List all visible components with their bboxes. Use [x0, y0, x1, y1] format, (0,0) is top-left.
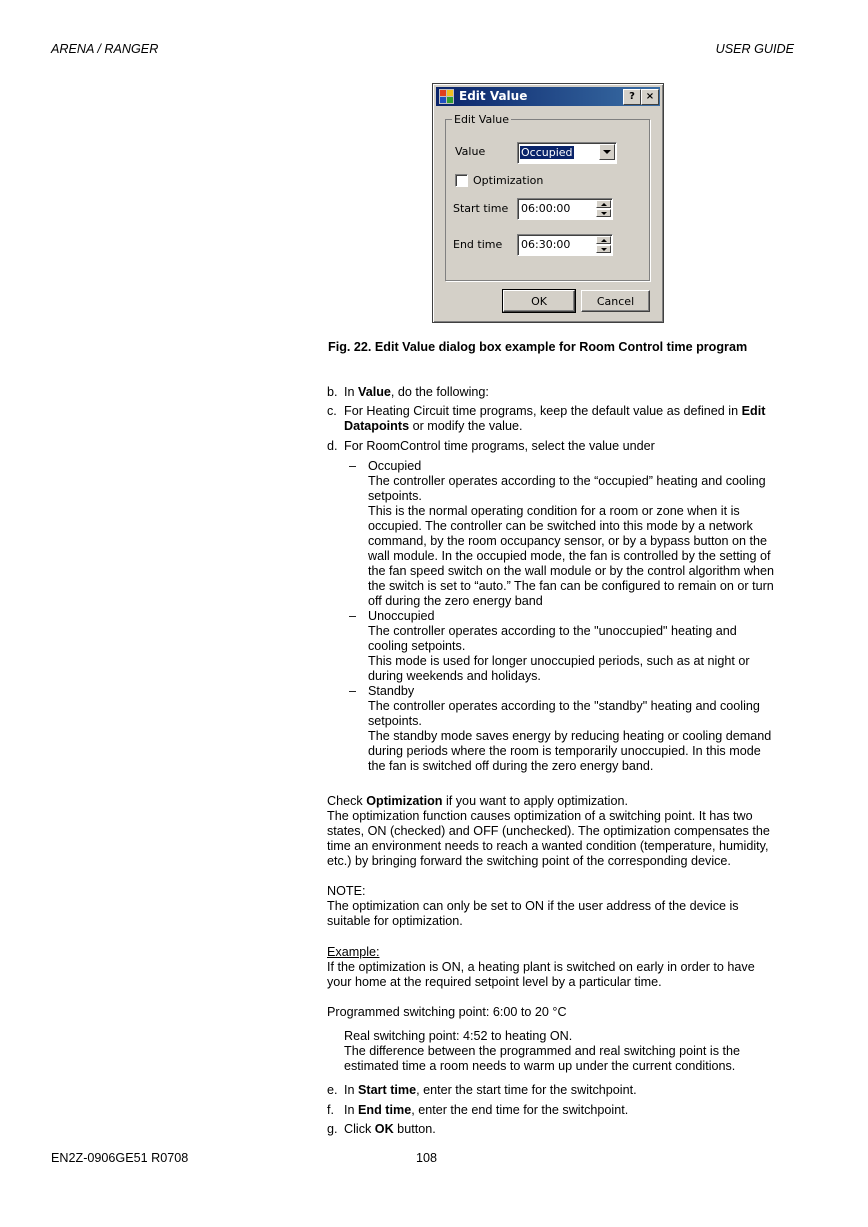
- end-time-label: End time: [453, 238, 503, 251]
- close-button[interactable]: ×: [641, 89, 659, 105]
- step-text: , enter the end time for the switchpoint.: [411, 1103, 629, 1117]
- step-c-line2: [344, 419, 522, 434]
- example-line: If the optimization is ON, a heating plant is switched on early in order to have: [327, 960, 755, 974]
- step-keyword: Edit: [741, 404, 766, 418]
- mode-occupied-line: setpoints.: [368, 489, 422, 503]
- step-text: button.: [393, 1122, 436, 1136]
- step-keyword: Value: [358, 385, 391, 399]
- step-marker: b.: [327, 385, 338, 399]
- optimization-line: The optimization function causes optimization of a switching point. It has two: [327, 809, 753, 823]
- start-time-field[interactable]: [517, 198, 613, 220]
- mode-unoccupied-line: The controller operates according to the "unoccupied" heating and: [368, 624, 737, 638]
- step-keyword: End time: [358, 1103, 412, 1117]
- mode-unoccupied-line: during weekends and holidays.: [368, 669, 541, 683]
- note-label: NOTE:: [327, 884, 366, 898]
- end-time-field[interactable]: [517, 234, 613, 256]
- cancel-button[interactable]: Cancel: [581, 290, 650, 312]
- chevron-down-icon[interactable]: [599, 144, 615, 160]
- dialog-title: Edit Value: [459, 89, 528, 103]
- step-d: For RoomControl time programs, select the value under: [344, 439, 655, 453]
- step-marker: e.: [327, 1083, 338, 1097]
- step-text: , enter the start time for the switchpoint.: [416, 1083, 637, 1097]
- step-c-line1: [344, 404, 765, 419]
- optimization-line: time an environment needs to reach a wanted condition (temperature, humidity,: [327, 839, 769, 853]
- mode-occupied-line: The controller operates according to the “occupied” heating and cooling: [368, 474, 766, 488]
- mode-unoccupied-line: cooling setpoints.: [368, 639, 466, 653]
- optimization-intro: [327, 794, 628, 809]
- step-text: In: [344, 1103, 359, 1117]
- mode-standby-line: the fan is switched off during the zero energy band.: [368, 759, 654, 773]
- mode-occupied-line: command, by the room occupancy sensor, or by a bypass button on the: [368, 534, 768, 548]
- step-g: [344, 1122, 436, 1137]
- app-icon: [439, 89, 454, 104]
- value-label: Value: [455, 145, 486, 158]
- mode-unoccupied-line: This mode is used for longer unoccupied periods, such as at night or: [368, 654, 750, 668]
- para-text: Check: [327, 794, 367, 808]
- example-diff-line: The difference between the programmed and real switching point is the: [344, 1044, 741, 1058]
- optimization-label: Optimization: [473, 174, 544, 187]
- mode-dash: –: [349, 609, 357, 623]
- optimization-line: etc.) by bringing forward the switching point of the corresponding device.: [327, 854, 731, 868]
- mode-occupied-line: off during the zero energy band: [368, 594, 543, 608]
- footer-doc-id: EN2Z-0906GE51 R0708: [51, 1151, 189, 1165]
- header-doc-type: USER GUIDE: [715, 42, 794, 56]
- spin-down-icon[interactable]: [596, 245, 611, 253]
- mode-occupied-line: occupied. The controller can be switched into this mode by a network: [368, 519, 753, 533]
- real-switching-point: Real switching point: 4:52 to heating ON.: [344, 1029, 573, 1043]
- dialog-title-bar: [436, 87, 660, 106]
- step-b: [344, 385, 489, 400]
- value-selected: Occupied: [521, 146, 573, 159]
- mode-occupied-title: Occupied: [368, 459, 422, 473]
- step-text: , do the following:: [390, 385, 489, 399]
- header-product: ARENA / RANGER: [51, 42, 159, 56]
- spin-up-icon[interactable]: [596, 200, 611, 208]
- note-line: The optimization can only be set to ON if the user address of the device is: [327, 899, 739, 913]
- step-keyword: Start time: [358, 1083, 417, 1097]
- example-diff-line: estimated time a room needs to warm up under the current conditions.: [344, 1059, 736, 1073]
- step-f: [344, 1103, 628, 1118]
- help-button[interactable]: ?: [623, 89, 641, 105]
- mode-standby-line: setpoints.: [368, 714, 422, 728]
- start-time-value: 06:00:00: [521, 202, 571, 215]
- step-text: In: [344, 1083, 359, 1097]
- edit-value-dialog: [432, 83, 664, 323]
- example-label: Example:: [327, 945, 380, 959]
- start-time-label: Start time: [453, 202, 509, 215]
- end-time-value: 06:30:00: [521, 238, 571, 251]
- mode-dash: –: [349, 459, 357, 473]
- step-marker: d.: [327, 439, 338, 453]
- step-keyword: Datapoints: [344, 419, 410, 433]
- mode-occupied-line: the fan speed switch on the wall module or by the control algorithm when: [368, 564, 775, 578]
- step-text: In: [344, 385, 359, 399]
- optimization-checkbox[interactable]: [455, 174, 468, 187]
- mode-standby-line: The controller operates according to the "standby" heating and cooling: [368, 699, 760, 713]
- para-keyword: Optimization: [366, 794, 443, 808]
- start-time-spinner[interactable]: [596, 200, 611, 217]
- step-text: Click: [344, 1122, 375, 1136]
- step-text: For Heating Circuit time programs, keep the default value as defined in: [344, 404, 742, 418]
- figure-caption: Fig. 22. Edit Value dialog box example for Room Control time program: [328, 340, 748, 354]
- step-marker: c.: [327, 404, 337, 418]
- step-e: [344, 1083, 637, 1098]
- step-marker: f.: [327, 1103, 334, 1117]
- example-line: your home at the required setpoint level by a particular time.: [327, 975, 662, 989]
- mode-dash: –: [349, 684, 357, 698]
- value-dropdown[interactable]: [517, 142, 617, 164]
- step-text: or modify the value.: [409, 419, 523, 433]
- mode-occupied-line: the switch is set to “auto.” The fan can be configured to remain on or turn: [368, 579, 774, 593]
- spin-down-icon[interactable]: [596, 209, 611, 217]
- mode-occupied-line: wall module. In the occupied mode, the fan is controlled by the setting of: [368, 549, 771, 563]
- step-keyword: OK: [374, 1122, 394, 1136]
- ok-button[interactable]: OK: [503, 290, 575, 312]
- optimization-line: states, ON (checked) and OFF (unchecked). The optimization compensates the: [327, 824, 770, 838]
- programmed-switching-point: Programmed switching point: 6:00 to 20 °C: [327, 1005, 567, 1019]
- mode-standby-line: The standby mode saves energy by reducing heating or cooling demand: [368, 729, 772, 743]
- note-line: suitable for optimization.: [327, 914, 463, 928]
- mode-standby-line: during periods where the room is temporarily unoccupied. In this mode: [368, 744, 761, 758]
- step-marker: g.: [327, 1122, 338, 1136]
- mode-standby-title: Standby: [368, 684, 415, 698]
- groupbox-label: Edit Value: [454, 113, 510, 126]
- para-text: if you want to apply optimization.: [442, 794, 628, 808]
- mode-unoccupied-title: Unoccupied: [368, 609, 435, 623]
- page-number: 108: [416, 1151, 438, 1165]
- mode-occupied-line: This is the normal operating condition for a room or zone when it is: [368, 504, 740, 518]
- end-time-spinner[interactable]: [596, 236, 611, 253]
- spin-up-icon[interactable]: [596, 236, 611, 244]
